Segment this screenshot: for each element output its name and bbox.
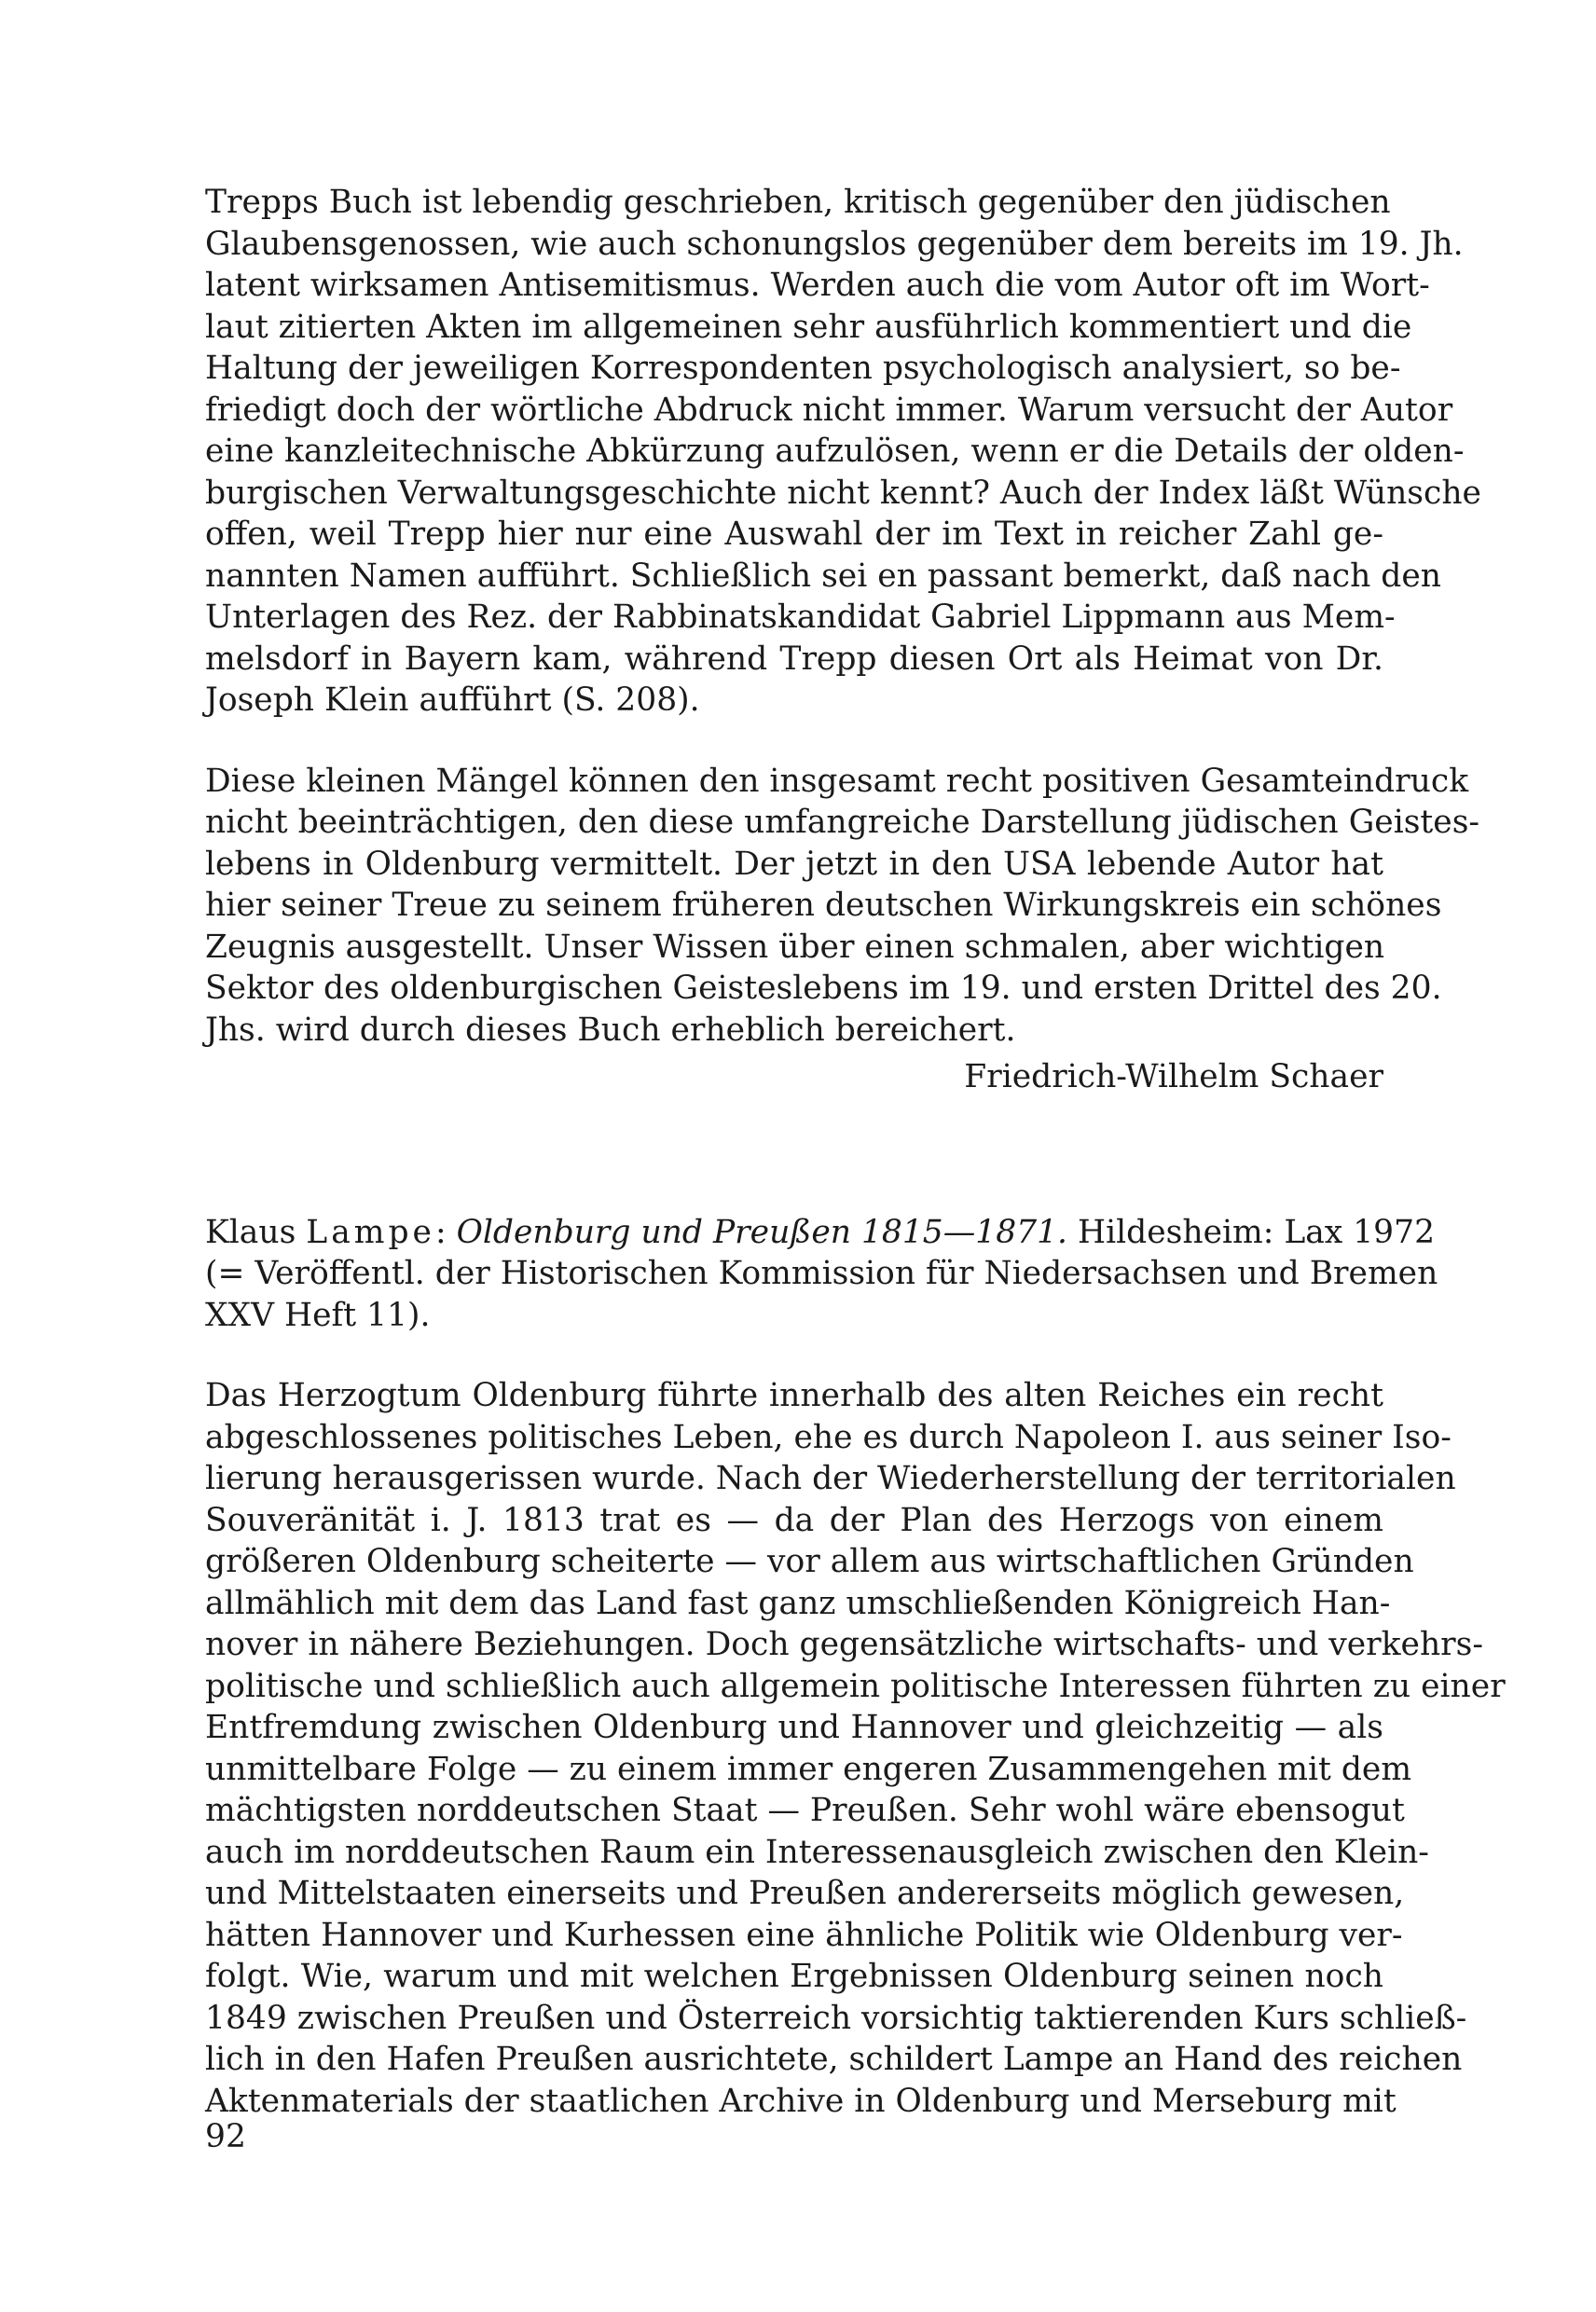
review2-paragraph-1 — [205, 1375, 1506, 2122]
text-line: politische und schließlich auch allgemein politische Interessen führten zu einer — [205, 1667, 1506, 1705]
text-line: auch im norddeutschen Raum ein Interessenausgleich zwischen den Klein- — [205, 1833, 1429, 1871]
citation-title: Oldenburg und Preußen 1815—1871. — [456, 1213, 1068, 1251]
text-line: Souveränität i. J. 1813 trat es — da der Plan des Herzogs von einem — [205, 1501, 1383, 1539]
text-line: mächtigsten norddeutschen Staat — Preußen. Sehr wohl wäre ebensogut — [205, 1792, 1405, 1829]
text-line: allmählich mit dem das Land fast ganz umschließenden Königreich Han- — [205, 1584, 1391, 1622]
text-line: nover in nähere Beziehungen. Doch gegensätzliche wirtschafts- und verkehrs- — [205, 1626, 1484, 1663]
text-line: hätten Hannover und Kurhessen eine ähnliche Politik wie Oldenburg ver- — [205, 1916, 1403, 1954]
text-line: friedigt doch der wörtliche Abdruck nicht immer. Warum versucht der Autor — [205, 391, 1453, 429]
text-line: Unterlagen des Rez. der Rabbinatskandidat Gabriel Lippmann aus Mem- — [205, 599, 1396, 636]
text-line: lebens in Oldenburg vermittelt. Der jetzt in den USA lebende Autor hat — [205, 845, 1383, 883]
review1-signature: Friedrich-Wilhelm Schaer — [964, 1058, 1383, 1095]
citation-separator: : — [434, 1213, 447, 1251]
citation-line-1 — [205, 1212, 1436, 1254]
review1-paragraph-1 — [205, 182, 1481, 722]
text-line: offen, weil Trepp hier nur eine Auswahl der im Text in reicher Zahl ge- — [205, 516, 1383, 553]
page-number: 92 — [205, 2118, 246, 2155]
citation-publisher: Hildesheim: Lax 1972 — [1077, 1213, 1436, 1251]
citation-line-2: (= Veröffentl. der Historischen Kommission für Niedersachsen und Bremen — [205, 1255, 1438, 1292]
citation-line-3: XXV Heft 11). — [205, 1296, 431, 1334]
text-line: nannten Namen aufführt. Schließlich sei en passant bemerkt, daß nach den — [205, 557, 1441, 595]
text-line: eine kanzleitechnische Abkürzung aufzulösen, wenn er die Details der olden- — [205, 433, 1465, 470]
text-line: unmittelbare Folge — zu einem immer engeren Zusammengehen mit dem — [205, 1750, 1412, 1788]
text-line: Glaubensgenossen, wie auch schonungslos gegenüber dem bereits im 19. Jh. — [205, 225, 1464, 263]
text-line: lierung herausgerissen wurde. Nach der Wiederherstellung der territorialen — [205, 1460, 1456, 1497]
text-line: Sektor des oldenburgischen Geisteslebens im 19. und ersten Drittel des 20. — [205, 970, 1442, 1007]
text-line: hier seiner Treue zu seinem früheren deutschen Wirkungskreis ein schönes — [205, 887, 1442, 924]
text-line: und Mittelstaaten einerseits und Preußen andererseits möglich gewesen, — [205, 1875, 1405, 1912]
text-line: größeren Oldenburg scheiterte — vor allem aus wirtschaftlichen Gründen — [205, 1543, 1414, 1580]
text-line: lich in den Hafen Preußen ausrichtete, schildert Lampe an Hand des reichen — [205, 2041, 1463, 2078]
text-line: Joseph Klein aufführt (S. 208). — [205, 681, 700, 719]
text-line: Diese kleinen Mängel können den insgesamt recht positiven Gesamteindruck — [205, 762, 1469, 800]
text-line: Aktenmaterials der staatlichen Archive in Oldenburg und Merseburg mit — [205, 2082, 1396, 2120]
text-line: burgischen Verwaltungsgeschichte nicht kennt? Auch der Index läßt Wünsche — [205, 474, 1481, 512]
review1-paragraph-2 — [205, 761, 1480, 1052]
text-line: Entfremdung zwischen Oldenburg und Hannover und gleichzeitig — als — [205, 1709, 1383, 1746]
citation-author-first: Klaus — [205, 1213, 296, 1251]
text-line: Trepps Buch ist lebendig geschrieben, kritisch gegenüber den jüdischen — [205, 184, 1391, 221]
citation-author-last: Lampe — [306, 1213, 435, 1251]
review2-citation — [205, 1212, 1438, 1337]
text-line: Zeugnis ausgestellt. Unser Wissen über einen schmalen, aber wichtigen — [205, 928, 1385, 966]
text-line: Das Herzogtum Oldenburg führte innerhalb des alten Reiches ein recht — [205, 1377, 1383, 1414]
text-line: melsdorf in Bayern kam, während Trepp diesen Ort als Heimat von Dr. — [205, 640, 1383, 678]
text-line: laut zitierten Akten im allgemeinen sehr ausführlich kommentiert und die — [205, 308, 1412, 346]
text-line: latent wirksamen Antisemitismus. Werden auch die vom Autor oft im Wort- — [205, 267, 1430, 304]
text-line: Haltung der jeweiligen Korrespondenten psychologisch analysiert, so be- — [205, 350, 1401, 387]
text-line: Jhs. wird durch dieses Buch erheblich bereichert. — [205, 1011, 1016, 1049]
text-line: folgt. Wie, warum und mit welchen Ergebnissen Oldenburg seinen noch — [205, 1958, 1383, 1995]
text-line: 1849 zwischen Preußen und Österreich vorsichtig taktierenden Kurs schließ- — [205, 1999, 1467, 2037]
text-line: nicht beeinträchtigen, den diese umfangreiche Darstellung jüdischen Geistes- — [205, 804, 1480, 841]
page-body — [205, 182, 1506, 2122]
text-line: abgeschlossenes politisches Leben, ehe es durch Napoleon I. aus seiner Iso- — [205, 1418, 1452, 1456]
